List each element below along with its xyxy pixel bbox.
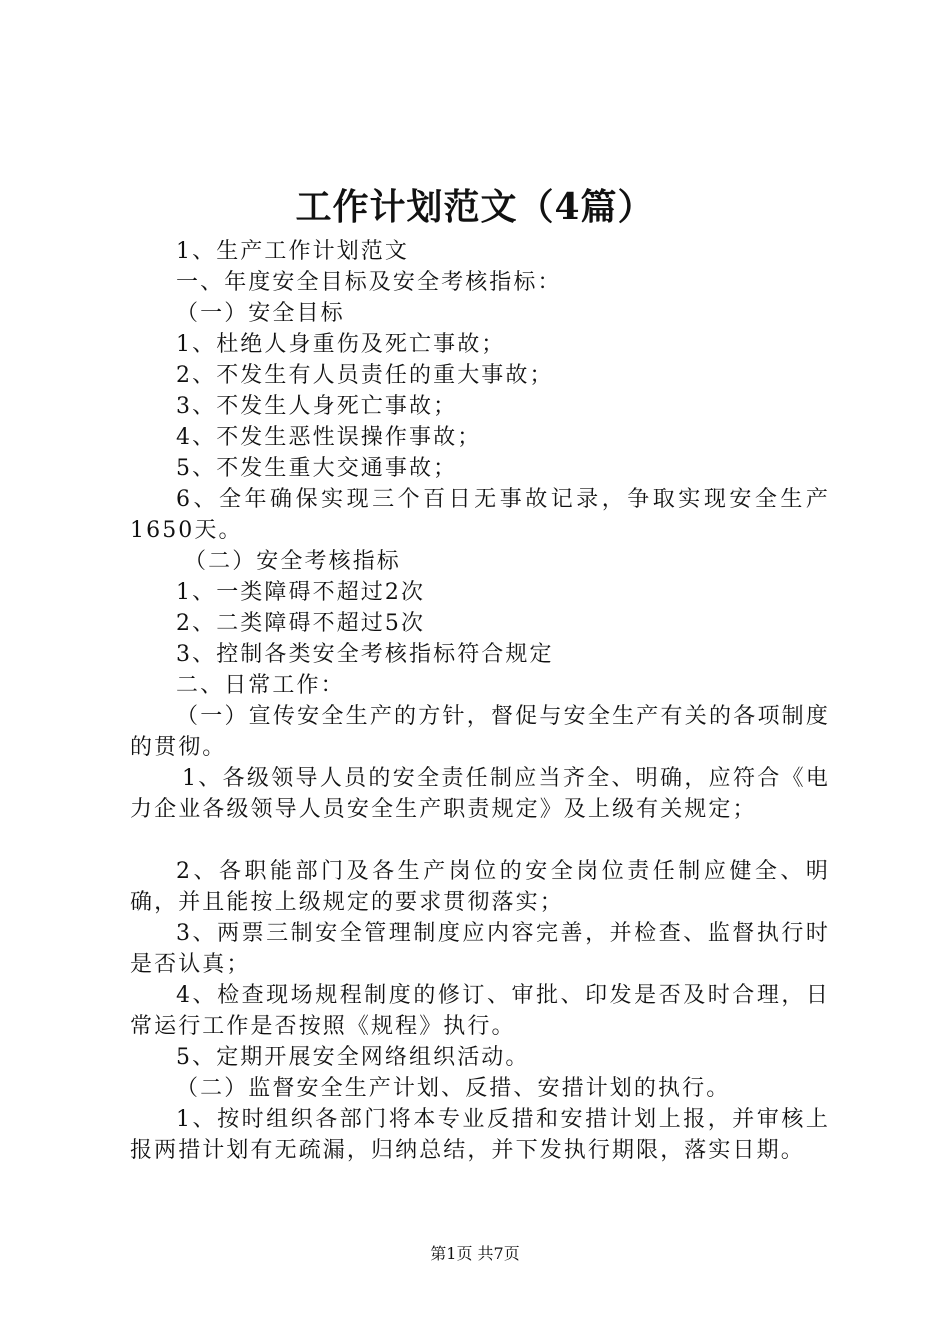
paragraph: 1、杜绝人身重伤及死亡事故；	[176, 332, 506, 357]
paragraph: 2、不发生有人员责任的重大事故；	[176, 363, 554, 388]
paragraph: 2、各职能部门及各生产岗位的安全岗位责任制应健全、明确，并且能按上级规定的要求贯彻落实；	[130, 859, 830, 915]
paragraph: 1、按时组织各部门将本专业反措和安措计划上报，并审核上报两措计划有无疏漏，归纳总结，并下发执行期限，落实日期。	[130, 1107, 830, 1163]
paragraph: 1、各级领导人员的安全责任制应当齐全、明确，应符合《电力企业各级领导人员安全生产职责规定》及上级有关规定；	[130, 766, 830, 822]
paragraph: （二）安全考核指标	[184, 549, 401, 574]
paragraph: 一、年度安全目标及安全考核指标：	[176, 270, 562, 295]
paragraph: （一）宣传安全生产的方针，督促与安全生产有关的各项制度的贯彻。	[130, 704, 830, 760]
paragraph: 5、定期开展安全网络组织活动。	[176, 1045, 530, 1070]
paragraph: 3、控制各类安全考核指标符合规定	[176, 642, 554, 667]
paragraph: 3、两票三制安全管理制度应内容完善，并检查、监督执行时是否认真；	[130, 921, 830, 977]
paragraph: 3、不发生人身死亡事故；	[176, 394, 458, 419]
document-title: 工作计划范文（4篇）	[295, 186, 655, 228]
paragraph: 二、日常工作：	[176, 673, 345, 698]
paragraph: 2、二类障碍不超过5次	[176, 611, 426, 636]
page-footer: 第1页 共7页	[430, 1244, 520, 1263]
paragraph: 1、一类障碍不超过2次	[176, 580, 426, 605]
paragraph: （二）监督安全生产计划、反措、安措计划的执行。	[176, 1076, 731, 1101]
blank-line	[130, 825, 830, 856]
paragraph: 6、全年确保实现三个百日无事故记录，争取实现安全生产1650天。	[130, 487, 830, 543]
paragraph: 1、生产工作计划范文	[176, 239, 409, 264]
paragraph: 4、检查现场规程制度的修订、审批、印发是否及时合理，日常运行工作是否按照《规程》执行。	[130, 983, 830, 1039]
document-body	[130, 236, 830, 1166]
paragraph: 5、不发生重大交通事故；	[176, 456, 458, 481]
paragraph: （一）安全目标	[176, 301, 345, 326]
paragraph: 4、不发生恶性误操作事故；	[176, 425, 482, 450]
